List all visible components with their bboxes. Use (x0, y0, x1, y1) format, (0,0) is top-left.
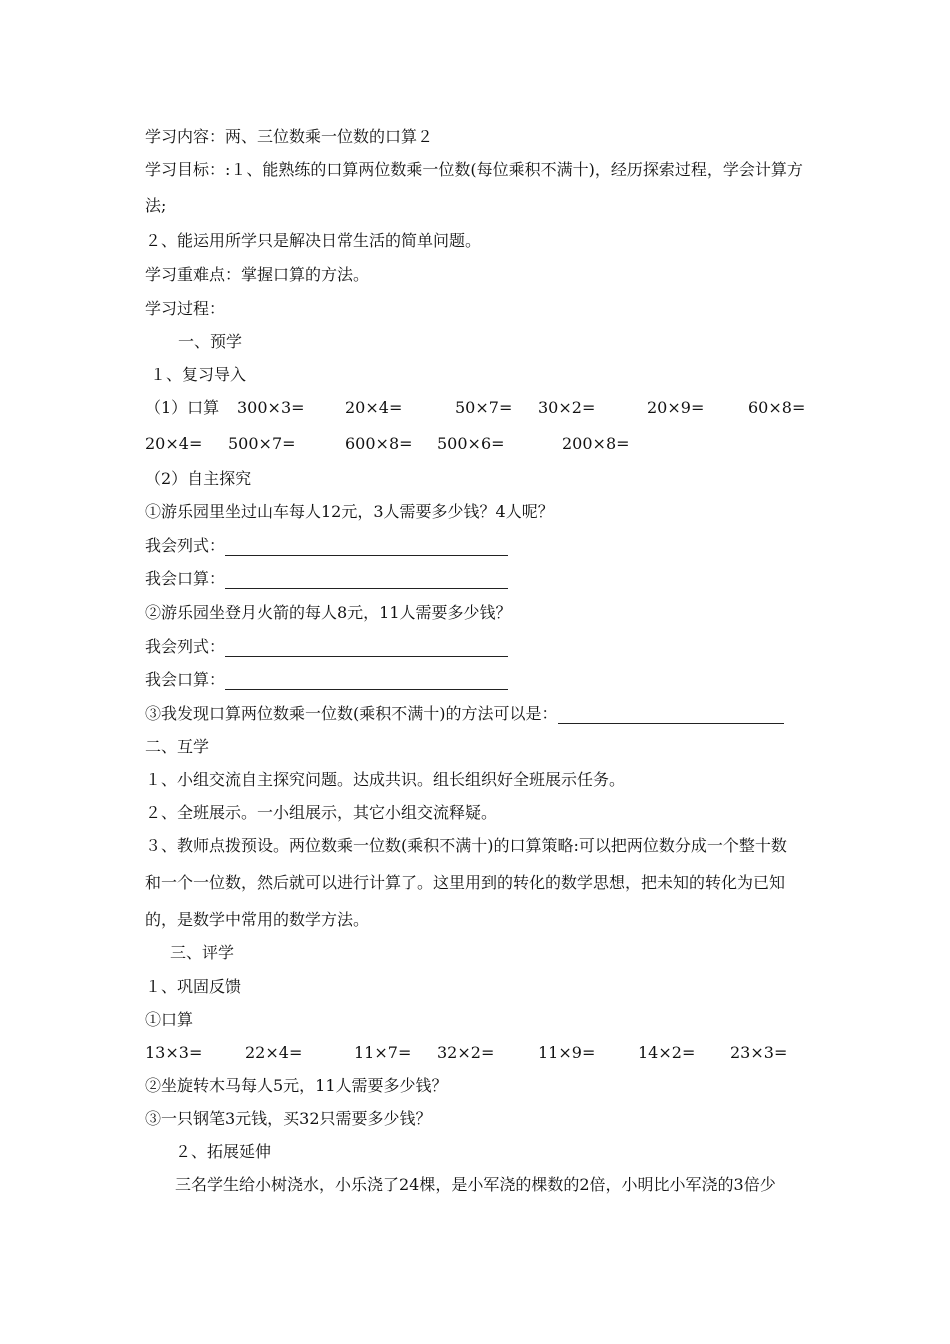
oral-item: 11×9= (538, 1043, 596, 1062)
section2-item3-line1: ３、教师点拨预设。两位数乘一位数(乘积不满十)的口算策略:可以把两位数分成一个整十数 (145, 836, 787, 855)
explore-title: （2）自主探究 (145, 469, 252, 488)
q2-formula-row (145, 637, 508, 657)
question-1: ①游乐园里坐过山车每人12元，3人需要多少钱？4人呢？ (145, 502, 554, 521)
oral-item: 14×2= (638, 1043, 696, 1062)
question-3-row (145, 704, 784, 724)
answer-blank[interactable] (558, 705, 784, 724)
section1-title: 一、预学 (178, 332, 243, 351)
oral-item: 200×8= (562, 434, 630, 453)
formula-label: 我会列式： (145, 536, 226, 555)
oral-label: （1）口算 (145, 398, 220, 417)
oral-calc-label: 我会口算： (145, 569, 226, 588)
q1-oral-row (145, 569, 508, 589)
extend-text: 三名学生给小树浇水，小乐浇了24棵，是小军浇的棵数的2倍，小明比小军浇的3倍少 (175, 1175, 776, 1194)
section3-question-2: ②坐旋转木马每人5元，11人需要多少钱？ (145, 1076, 448, 1095)
oral-item: 11×7= (354, 1043, 412, 1062)
formula-label: 我会列式： (145, 637, 226, 656)
q2-oral-row (145, 670, 508, 690)
consolidate-title: １、巩固反馈 (145, 977, 242, 996)
section2-title: 二、互学 (145, 737, 210, 756)
learning-process: 学习过程： (145, 299, 226, 318)
oral-item: 22×4= (245, 1043, 303, 1062)
oral-item: 500×6= (437, 434, 505, 453)
oral-item: 20×4= (145, 434, 203, 453)
oral-calc-label: 我会口算： (145, 670, 226, 689)
section3-title: 三、评学 (170, 943, 235, 962)
section2-item3-line2: 和一个一位数，然后就可以进行计算了。这里用到的转化的数学思想，把未知的转化为已知 (145, 873, 786, 892)
oral-item: 20×4= (345, 398, 403, 417)
section3-question-3: ③一只钢笔3元钱，买32只需要多少钱？ (145, 1109, 432, 1128)
learning-goal-line2: 法; (145, 196, 167, 215)
q1-formula-row (145, 536, 508, 556)
oral-item: 600×8= (345, 434, 413, 453)
oral-item: 500×7= (228, 434, 296, 453)
oral-item: 50×7= (455, 398, 513, 417)
question-3: ③我发现口算两位数乘一位数(乘积不满十)的方法可以是： (145, 704, 558, 723)
section2-item3-line3: 的，是数学中常用的数学方法。 (145, 910, 370, 929)
oral-item: 32×2= (437, 1043, 495, 1062)
oral-title: ①口算 (145, 1010, 194, 1029)
key-point: 学习重难点：掌握口算的方法。 (145, 265, 370, 284)
learning-goal-line1: 学习目标：:１、能熟练的口算两位数乘一位数(每位乘积不满十)，经历探索过程，学会计算方 (145, 160, 803, 179)
oral-item: 300×3= (237, 398, 305, 417)
answer-blank[interactable] (225, 537, 508, 556)
oral-item: 13×3= (145, 1043, 203, 1062)
question-2: ②游乐园坐登月火箭的每人8元，11人需要多少钱？ (145, 603, 512, 622)
answer-blank[interactable] (225, 570, 508, 589)
learning-content: 学习内容：两、三位数乘一位数的口算２ (145, 127, 434, 146)
answer-blank[interactable] (225, 671, 508, 690)
oral-item: 60×8= (748, 398, 806, 417)
oral-item: 23×3= (730, 1043, 788, 1062)
oral-item: 20×9= (647, 398, 705, 417)
section2-item2: ２、全班展示。一小组展示，其它小组交流释疑。 (145, 803, 498, 822)
learning-goal-2: ２、能运用所学只是解决日常生活的简单问题。 (145, 231, 482, 250)
extend-title: ２、拓展延伸 (175, 1142, 272, 1161)
section2-item1: １、小组交流自主探究问题。达成共识。组长组织好全班展示任务。 (145, 770, 626, 789)
oral-item: 30×2= (538, 398, 596, 417)
review-title: １、复习导入 (150, 365, 247, 384)
answer-blank[interactable] (225, 638, 508, 657)
